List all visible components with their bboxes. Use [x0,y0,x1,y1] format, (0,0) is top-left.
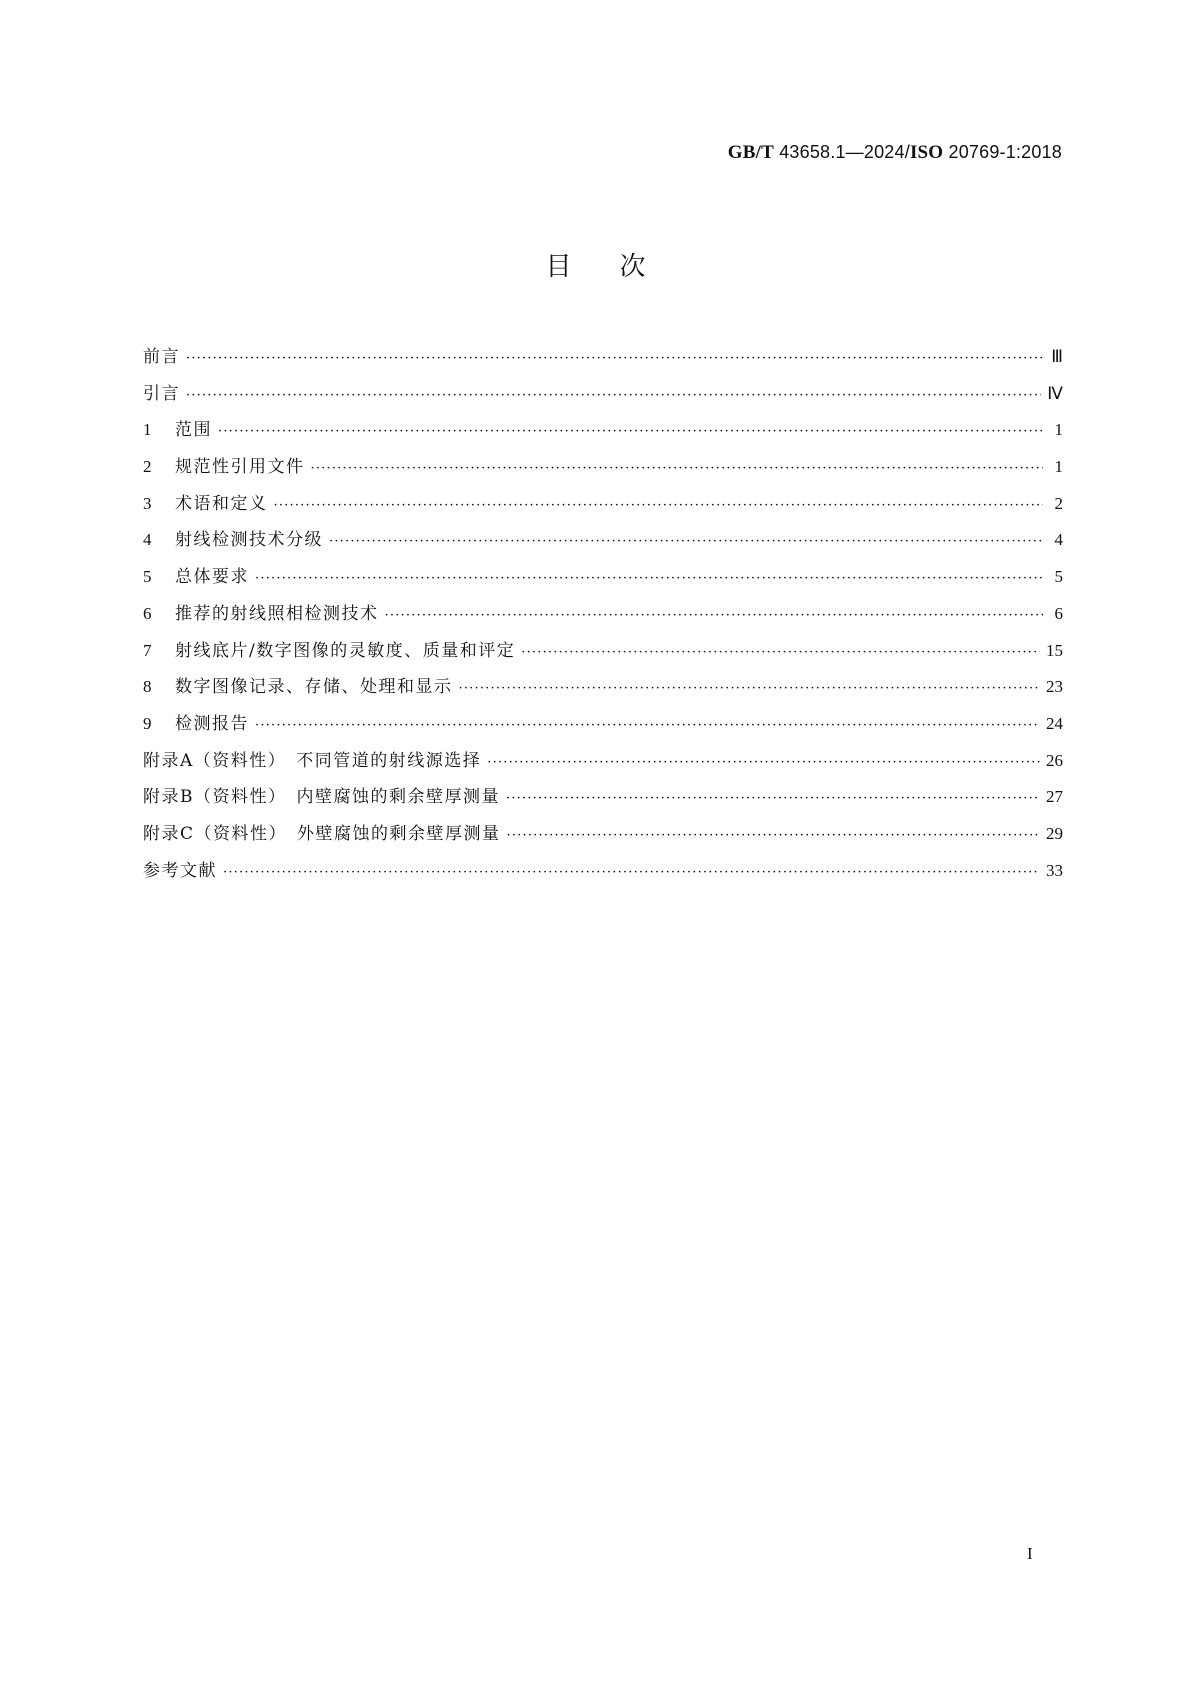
toc-entry-page: 2 [1054,493,1063,513]
dot-leader [255,571,1043,586]
dot-leader [186,388,1041,403]
toc-entry-label: 检测报告 [175,713,249,734]
toc-entry[interactable] [143,672,1063,709]
toc-entry-label: 参考文献 [143,860,217,881]
toc-entry-number: 9 [143,713,153,733]
toc-entry-label: 附录B（资料性） 内壁腐蚀的剩余壁厚测量 [143,787,500,808]
dot-leader [311,461,1044,476]
toc-entry-label: 前言 [143,347,180,367]
toc-entry[interactable] [143,452,1063,489]
toc-entry[interactable] [143,636,1063,673]
dot-leader [329,534,1043,549]
dot-leader [274,498,1044,513]
toc-entry-number: 8 [143,677,153,697]
toc-entry-number: 7 [143,640,153,660]
toc-entry-label: 数字图像记录、存储、处理和显示 [175,677,453,698]
dot-leader [186,351,1043,366]
toc-entry-page: 1 [1054,457,1063,477]
toc-entry[interactable] [143,819,1063,856]
toc-entry-number: 4 [143,530,153,550]
toc-entry-label: 射线底片/数字图像的灵敏度、质量和评定 [175,640,516,661]
toc-entry-page: 26 [1046,750,1063,770]
page-number: I [1027,1544,1033,1563]
toc-entry-page: 33 [1046,860,1063,880]
toc-entry[interactable] [143,525,1063,562]
toc-entry-number: 1 [143,420,153,440]
std-number: 43658.1—2024/ [779,142,910,162]
dot-leader [459,681,1041,696]
toc-entry[interactable] [143,746,1063,783]
toc-entry[interactable] [143,342,1063,379]
dot-leader [487,755,1040,770]
toc-entry-number: 6 [143,603,153,623]
toc-entry-page: 4 [1054,530,1063,550]
toc-entry-page: 23 [1046,677,1063,697]
toc-entry-page: 15 [1046,640,1063,660]
dot-leader [385,608,1044,623]
toc-entry-label: 引言 [143,383,180,404]
toc-entry-number: 3 [143,493,153,513]
toc-entry-number: 5 [143,567,153,587]
toc-entry[interactable] [143,709,1063,746]
toc-entry-page: Ⅲ [1051,347,1063,366]
toc-entry-label: 范围 [175,420,212,441]
toc-entry-label: 规范性引用文件 [175,457,305,478]
dot-leader [521,645,1040,660]
standard-number [728,142,1062,164]
dot-leader [255,718,1040,733]
std-prefix: GB/T [727,142,775,163]
toc-entry[interactable] [143,562,1063,599]
toc-entry-label: 附录C（资料性） 外壁腐蚀的剩余壁厚测量 [143,823,501,844]
toc-entry-label: 推荐的射线照相检测技术 [175,603,379,624]
page-title: 目次 [545,252,694,282]
table-of-contents [143,342,1063,892]
toc-entry-page: 1 [1054,420,1063,440]
iso-number: 20769-1:2018 [948,142,1062,162]
toc-entry-number: 2 [143,457,153,477]
toc-entry[interactable] [143,379,1063,416]
dot-leader [506,791,1040,806]
toc-entry[interactable] [143,599,1063,636]
toc-entry-page: 27 [1046,787,1063,807]
toc-entry-page: 6 [1054,603,1063,623]
toc-entry[interactable] [143,489,1063,526]
toc-entry-page: 24 [1046,713,1063,733]
iso-prefix: ISO [909,142,944,163]
dot-leader [218,424,1043,439]
toc-entry-label: 附录A（资料性） 不同管道的射线源选择 [143,750,482,771]
toc-entry-label: 射线检测技术分级 [175,530,323,551]
toc-entry-page: Ⅳ [1047,383,1063,403]
toc-entry-label: 总体要求 [175,567,249,588]
toc-entry[interactable] [143,782,1063,819]
toc-entry-page: 5 [1054,567,1063,587]
dot-leader [507,828,1040,843]
toc-entry[interactable] [143,415,1063,452]
dot-leader [223,865,1040,880]
toc-entry-label: 术语和定义 [175,493,268,514]
toc-entry-page: 29 [1046,823,1063,843]
toc-entry[interactable] [143,856,1063,893]
